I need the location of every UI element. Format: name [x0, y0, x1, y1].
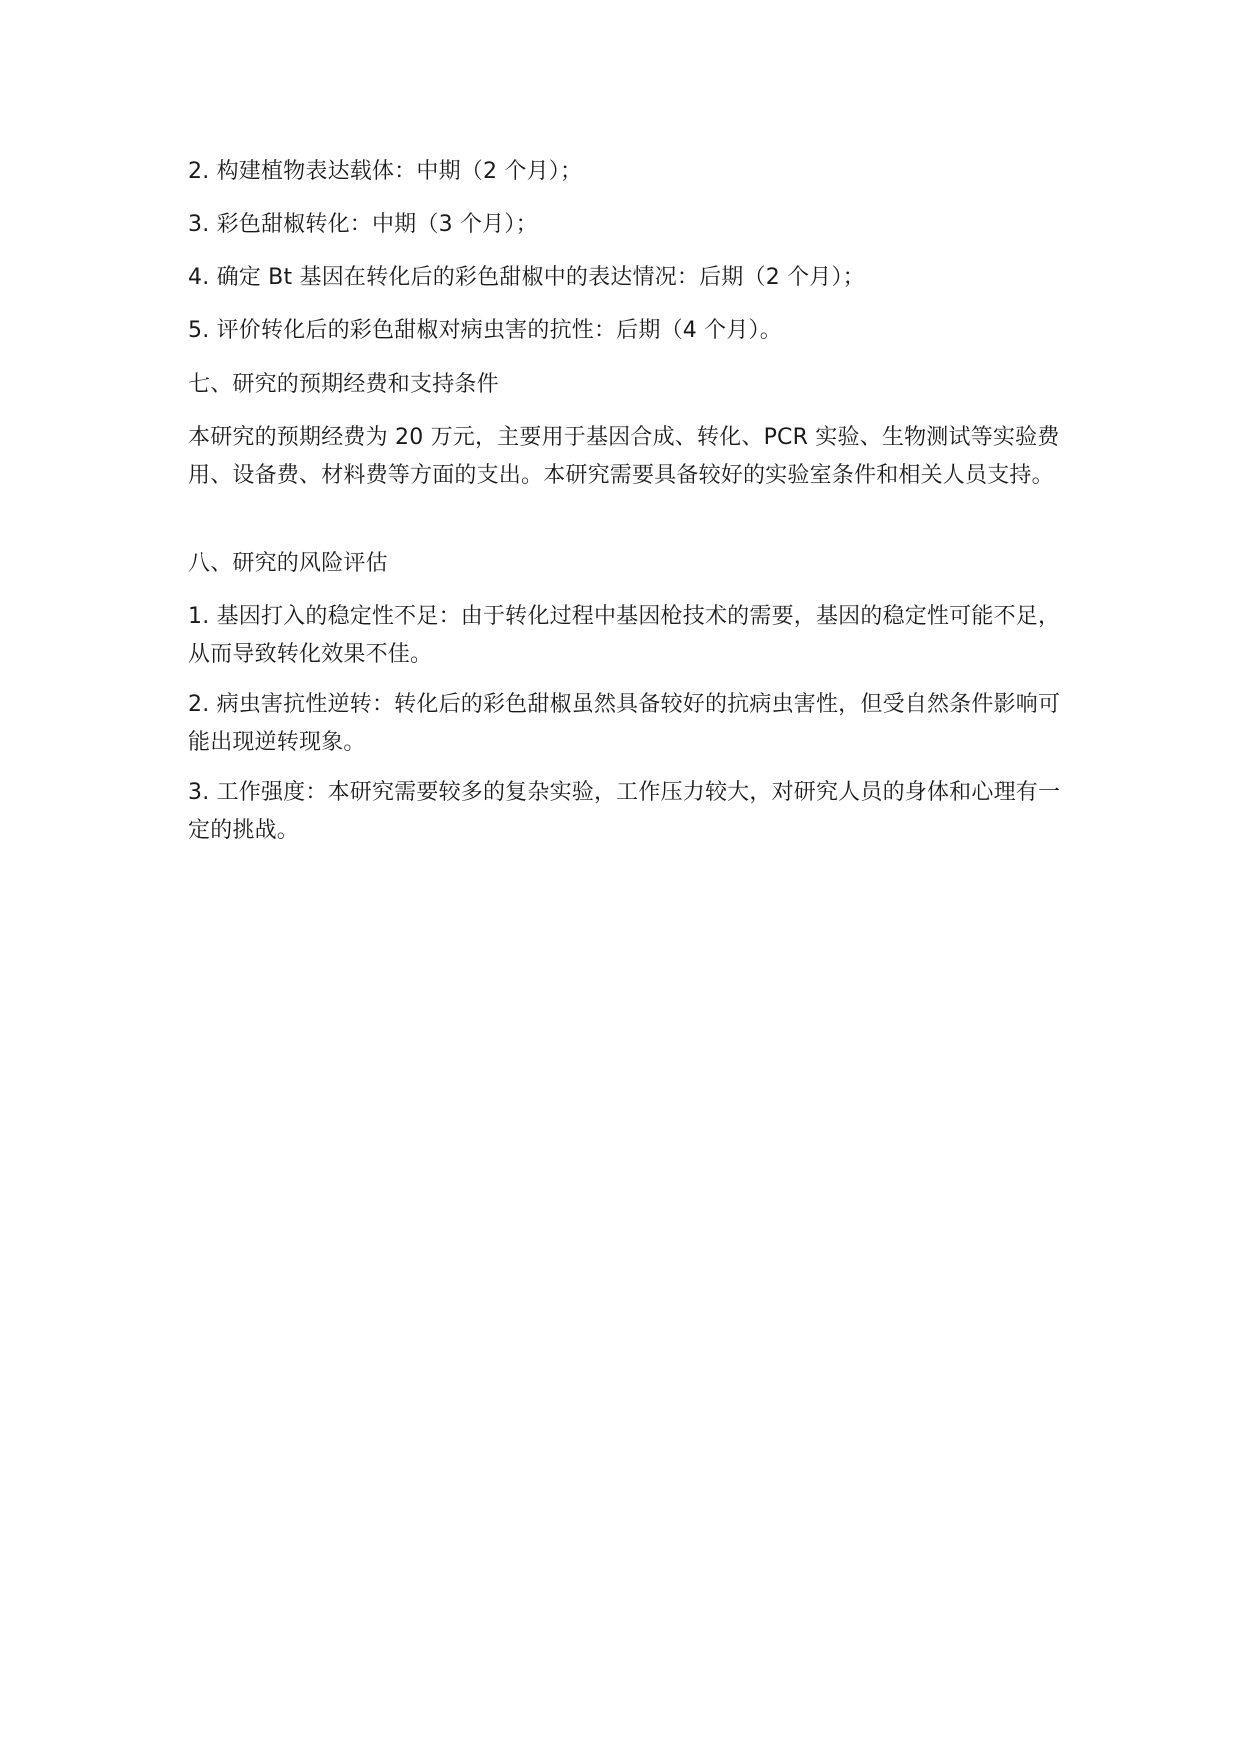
- section-7-body: 本研究的预期经费为 20 万元，主要用于基因合成、转化、PCR 实验、生物测试等实验费用、设备费、材料费等方面的支出。本研究需要具备较好的实验室条件和相关人员支持。: [188, 425, 1060, 488]
- section-7-heading: 七、研究的预期经费和支持条件: [188, 372, 499, 397]
- schedule-item-2: 2. 构建植物表达载体：中期（2 个月）；: [188, 159, 583, 184]
- risk-item-3: 3. 工作强度：本研究需要较多的复杂实验，工作压力较大，对研究人员的身体和心理有一定的挑战。: [188, 780, 1061, 843]
- schedule-item-4: 4. 确定 Bt 基因在转化后的彩色甜椒中的表达情况：后期（2 个月）；: [188, 265, 865, 290]
- schedule-item-5: 5. 评价转化后的彩色甜椒对病虫害的抗性：后期（4 个月）。: [188, 318, 782, 343]
- schedule-item-3: 3. 彩色甜椒转化：中期（3 个月）；: [188, 212, 538, 237]
- risk-item-1: 1. 基因打入的稳定性不足：由于转化过程中基因枪技术的需要，基因的稳定性可能不足，从而导致转化效果不佳。: [188, 604, 1061, 667]
- risk-item-2: 2. 病虫害抗性逆转：转化后的彩色甜椒虽然具备较好的抗病虫害性，但受自然条件影响可能出现逆转现象。: [188, 692, 1061, 755]
- section-8-heading: 八、研究的风险评估: [188, 551, 388, 576]
